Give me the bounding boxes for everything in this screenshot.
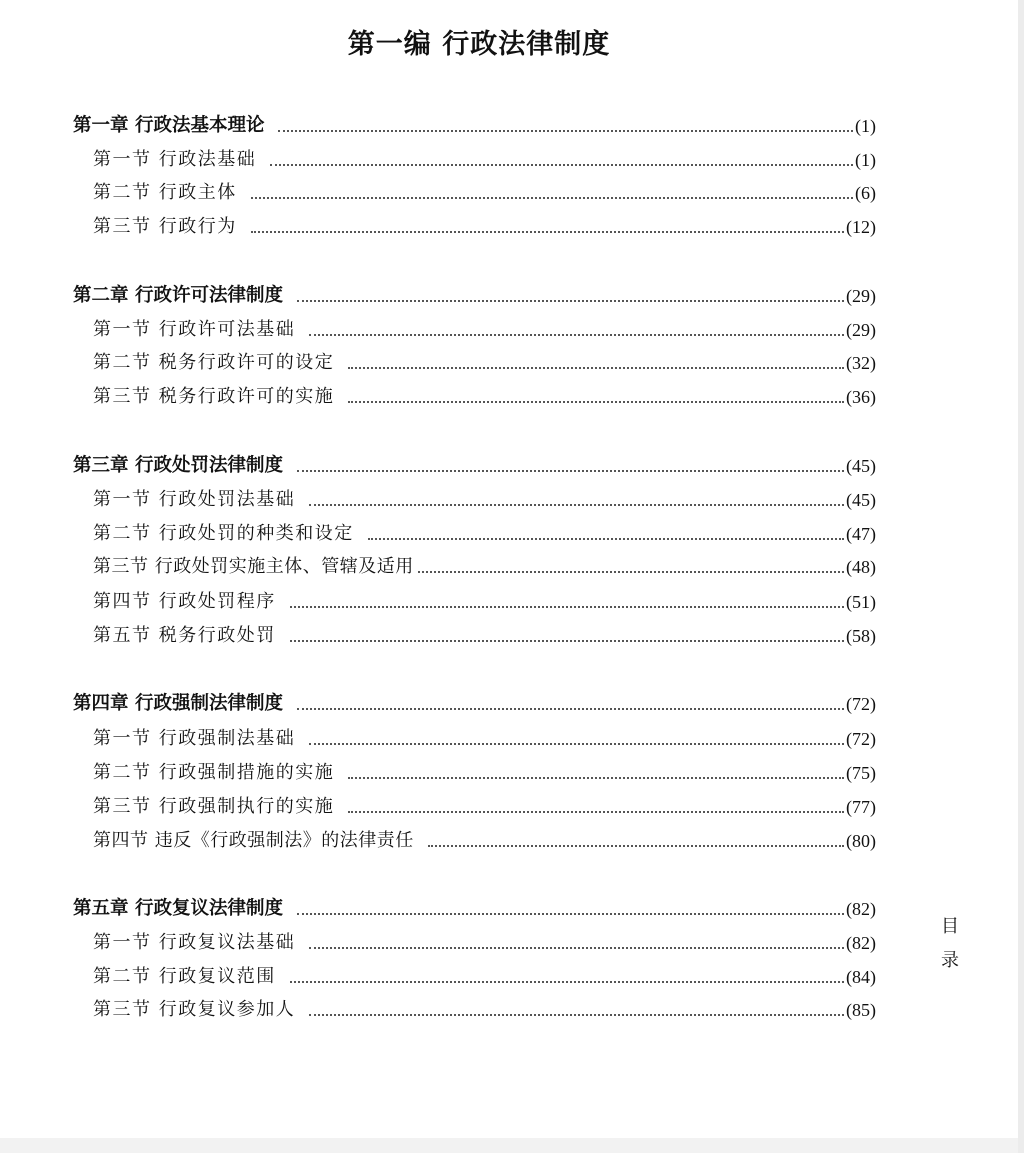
dot-leader	[348, 811, 844, 813]
page-number: (58)	[846, 626, 876, 646]
page-number: (1)	[855, 116, 876, 136]
side-label-contents	[940, 910, 960, 978]
toc-section[interactable]	[93, 383, 876, 409]
page-number: (29)	[846, 320, 876, 340]
chapter-label: 第五章 行政复议法律制度	[73, 898, 283, 919]
page-bottom-margin	[0, 1138, 1018, 1153]
page-number: (77)	[846, 797, 876, 817]
section-label: 第四节 行政处罚程序	[93, 591, 276, 612]
page-number: (82)	[846, 899, 876, 919]
toc-section[interactable]	[93, 827, 876, 853]
toc-section[interactable]	[93, 486, 876, 512]
section-label: 第二节 税务行政许可的设定	[93, 352, 335, 373]
section-label: 第一节 行政复议法基础	[93, 932, 296, 953]
toc-section[interactable]	[93, 520, 876, 546]
dot-leader	[309, 1014, 844, 1016]
toc-section[interactable]	[93, 996, 876, 1022]
part-title: 第一编 行政法律制度	[347, 29, 611, 60]
side-label-char: 录	[941, 950, 959, 971]
page-number: (12)	[846, 217, 876, 237]
dot-leader	[297, 470, 844, 472]
section-label: 第一节 行政处罚法基础	[93, 489, 296, 510]
toc-section[interactable]	[93, 725, 876, 751]
page-number: (80)	[846, 831, 876, 851]
dot-leader	[278, 130, 853, 132]
chapter-label: 第一章 行政法基本理论	[73, 115, 265, 136]
section-label: 第一节 行政强制法基础	[93, 728, 296, 749]
dot-leader	[309, 947, 844, 949]
page-number: (51)	[846, 592, 876, 612]
page-edge	[1018, 0, 1024, 1153]
page-number: (72)	[846, 694, 876, 714]
dot-leader	[251, 231, 844, 233]
toc-chapter-5[interactable]	[73, 895, 876, 921]
dot-leader	[348, 367, 844, 369]
section-label: 第三节 行政强制执行的实施	[93, 796, 335, 817]
toc-section[interactable]	[93, 759, 876, 785]
dot-leader	[368, 538, 844, 540]
toc-section[interactable]	[93, 963, 876, 989]
section-label: 第三节 行政复议参加人	[93, 999, 296, 1020]
section-label: 第二节 行政复议范围	[93, 966, 276, 987]
toc-section[interactable]	[93, 588, 876, 614]
toc-section[interactable]	[93, 929, 876, 955]
dot-leader	[251, 197, 853, 199]
page-number: (84)	[846, 967, 876, 987]
dot-leader	[309, 504, 844, 506]
dot-leader	[290, 981, 844, 983]
toc-chapter-4[interactable]	[73, 690, 876, 716]
toc-section[interactable]	[93, 146, 876, 172]
section-label: 第一节 行政许可法基础	[93, 319, 296, 340]
section-label: 第三节 行政处罚实施主体、管辖及适用	[93, 556, 414, 577]
toc-section[interactable]	[93, 793, 876, 819]
toc-chapter-3[interactable]	[73, 452, 876, 478]
dot-leader	[309, 743, 844, 745]
dot-leader	[297, 913, 844, 915]
page-number: (75)	[846, 763, 876, 783]
toc-section[interactable]	[93, 213, 876, 239]
dot-leader	[297, 708, 844, 710]
dot-leader	[348, 777, 844, 779]
page-number: (45)	[846, 456, 876, 476]
dot-leader	[418, 571, 844, 573]
page-number: (36)	[846, 387, 876, 407]
chapter-label: 第三章 行政处罚法律制度	[73, 455, 283, 476]
toc-section[interactable]	[93, 179, 876, 205]
section-label: 第二节 行政强制措施的实施	[93, 762, 335, 783]
dot-leader	[428, 845, 844, 847]
dot-leader	[290, 640, 844, 642]
page-number: (29)	[846, 286, 876, 306]
section-label: 第一节 行政法基础	[93, 149, 257, 170]
page-number: (47)	[846, 524, 876, 544]
section-label: 第二节 行政处罚的种类和设定	[93, 523, 354, 544]
dot-leader	[297, 300, 844, 302]
section-label: 第三节 行政行为	[93, 216, 237, 237]
dot-leader	[348, 401, 844, 403]
section-label: 第三节 税务行政许可的实施	[93, 386, 335, 407]
chapter-label: 第四章 行政强制法律制度	[73, 693, 283, 714]
section-label: 第四节 违反《行政强制法》的法律责任	[93, 830, 414, 851]
toc-section[interactable]	[93, 622, 876, 648]
page-number: (82)	[846, 933, 876, 953]
dot-leader	[270, 164, 853, 166]
page-number: (48)	[846, 557, 876, 577]
page-number: (72)	[846, 729, 876, 749]
section-label: 第五节 税务行政处罚	[93, 625, 276, 646]
page-number: (45)	[846, 490, 876, 510]
page-number: (6)	[855, 183, 876, 203]
toc-section[interactable]	[93, 316, 876, 342]
page-number: (85)	[846, 1000, 876, 1020]
dot-leader	[309, 334, 844, 336]
chapter-label: 第二章 行政许可法律制度	[73, 285, 283, 306]
toc-section[interactable]	[93, 553, 876, 579]
section-label: 第二节 行政主体	[93, 182, 237, 203]
page-number: (32)	[846, 353, 876, 373]
toc-section[interactable]	[93, 349, 876, 375]
page-number: (1)	[855, 150, 876, 170]
toc-chapter-2[interactable]	[73, 282, 876, 308]
dot-leader	[290, 606, 844, 608]
toc-chapter-1[interactable]	[73, 112, 876, 138]
side-label-char: 目	[941, 916, 959, 937]
